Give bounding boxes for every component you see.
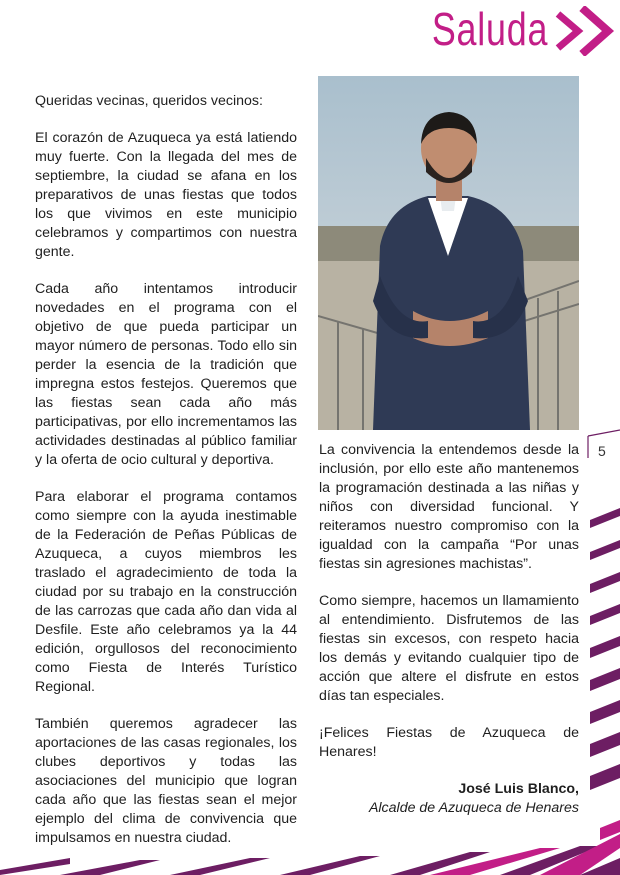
mayor-portrait-photo bbox=[318, 76, 579, 430]
body-paragraph: Para elaborar el programa contamos como siempre con la ayuda inestimable de la Federación de Peñas Públicas de Azuqueca, a cuyos miembros les traslado el agradecimiento de toda la ciudad por su trabajo en la construcción de las carrozas que cada año dan vida al Desfile. Este año celebramos ya la 44 edición, orgullosos del reconocimiento como Fiesta de Interés Turístico Regional. bbox=[35, 489, 297, 695]
signature bbox=[319, 780, 579, 818]
body-paragraph: La convivencia la entendemos desde la inclusión, por ello este año mantenemos la programación destinada a las niñas y niños con diversidad funcional. Y reiteramos nuestro compromiso con la igualdad con la campaña “Por unas fiestas sin agresiones machistas”. bbox=[319, 442, 579, 572]
left-column bbox=[35, 92, 297, 866]
body-paragraph: El corazón de Azuqueca ya está latiendo muy fuerte. Con la llegada del mes de septiembre, la ciudad se afana en los preparativos de unas fiestas que todos los que vivimos en este municipio celebramos y compartimos con nuestra gente. bbox=[35, 130, 297, 260]
right-column bbox=[319, 441, 579, 818]
body-paragraph: También queremos agradecer las aportaciones de las casas regionales, los clubes deportivos y todas las asociaciones del municipio que logran cada año que las fiestas sean el mejor ejemplo del clima de convivencia que impulsamos en nuestra ciudad. bbox=[35, 716, 297, 846]
body-paragraph: Cada año intentamos introducir novedades en el programa con el objetivo de que pueda participar un mayor número de personas. Todo ello sin perder la esencia de la tradición que impregna estos festejos. Queremos que las fiestas sean cada año más participativas, por ello incrementamos las actividades destinadas al público familiar y la oferta de ocio cultural y deportiva. bbox=[35, 281, 297, 468]
decorative-side-stripes bbox=[580, 428, 620, 875]
greeting-paragraph: Queridas vecinas, queridos vecinos: bbox=[35, 93, 263, 109]
decorative-bottom-stripes bbox=[0, 818, 620, 875]
closing-paragraph: ¡Felices Fiestas de Azuqueca de Henares! bbox=[319, 725, 579, 760]
signature-name: José Luis Blanco, bbox=[458, 781, 579, 797]
double-chevron-right-icon bbox=[552, 6, 618, 56]
page-number: 5 bbox=[598, 443, 606, 459]
signature-role: Alcalde de Azuqueca de Henares bbox=[368, 800, 579, 816]
body-paragraph: Como siempre, hacemos un llamamiento al entendimiento. Disfrutemos de las fiestas sin excesos, con respeto hacia los demás y evitando cualquier tipo de acción que altere el disfrute en estos días tan especiales. bbox=[319, 593, 579, 704]
page-title: Saluda bbox=[431, 3, 548, 55]
